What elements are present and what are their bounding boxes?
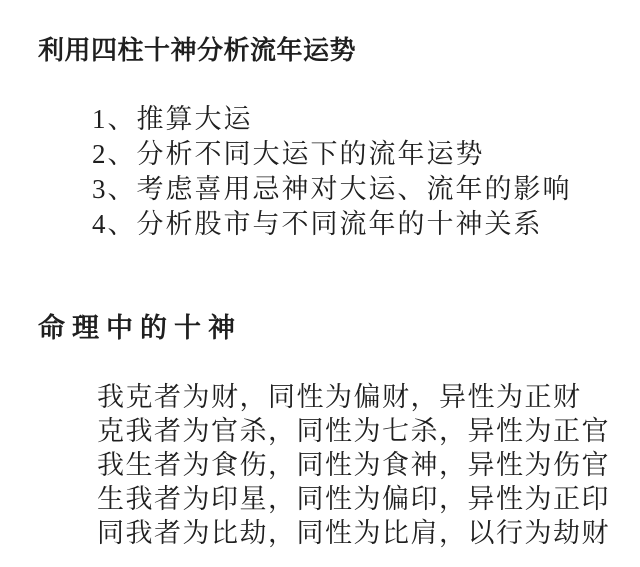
paragraph-line: 我生者为食伤，同性为食神，异性为伤官 bbox=[97, 450, 610, 480]
main-title: 利用四柱十神分析流年运势 bbox=[38, 36, 357, 65]
list-item: 3、考虑喜用忌神对大运、流年的影响 bbox=[92, 174, 572, 204]
section-title: 命理中的十神 bbox=[38, 313, 242, 343]
paragraph-line: 生我者为印星，同性为偏印，异性为正印 bbox=[97, 484, 610, 514]
list-item: 4、分析股市与不同流年的十神关系 bbox=[92, 209, 543, 239]
list-item: 1、推算大运 bbox=[92, 104, 253, 134]
paragraph-line: 同我者为比劫，同性为比肩，以行为劫财 bbox=[97, 518, 610, 548]
paragraph-line: 克我者为官杀，同性为七杀，异性为正官 bbox=[97, 416, 610, 446]
numbered-list bbox=[92, 102, 572, 242]
paragraph-block bbox=[97, 380, 610, 550]
list-item: 2、分析不同大运下的流年运势 bbox=[92, 139, 485, 169]
paragraph-line: 我克者为财，同性为偏财，异性为正财 bbox=[97, 382, 582, 412]
